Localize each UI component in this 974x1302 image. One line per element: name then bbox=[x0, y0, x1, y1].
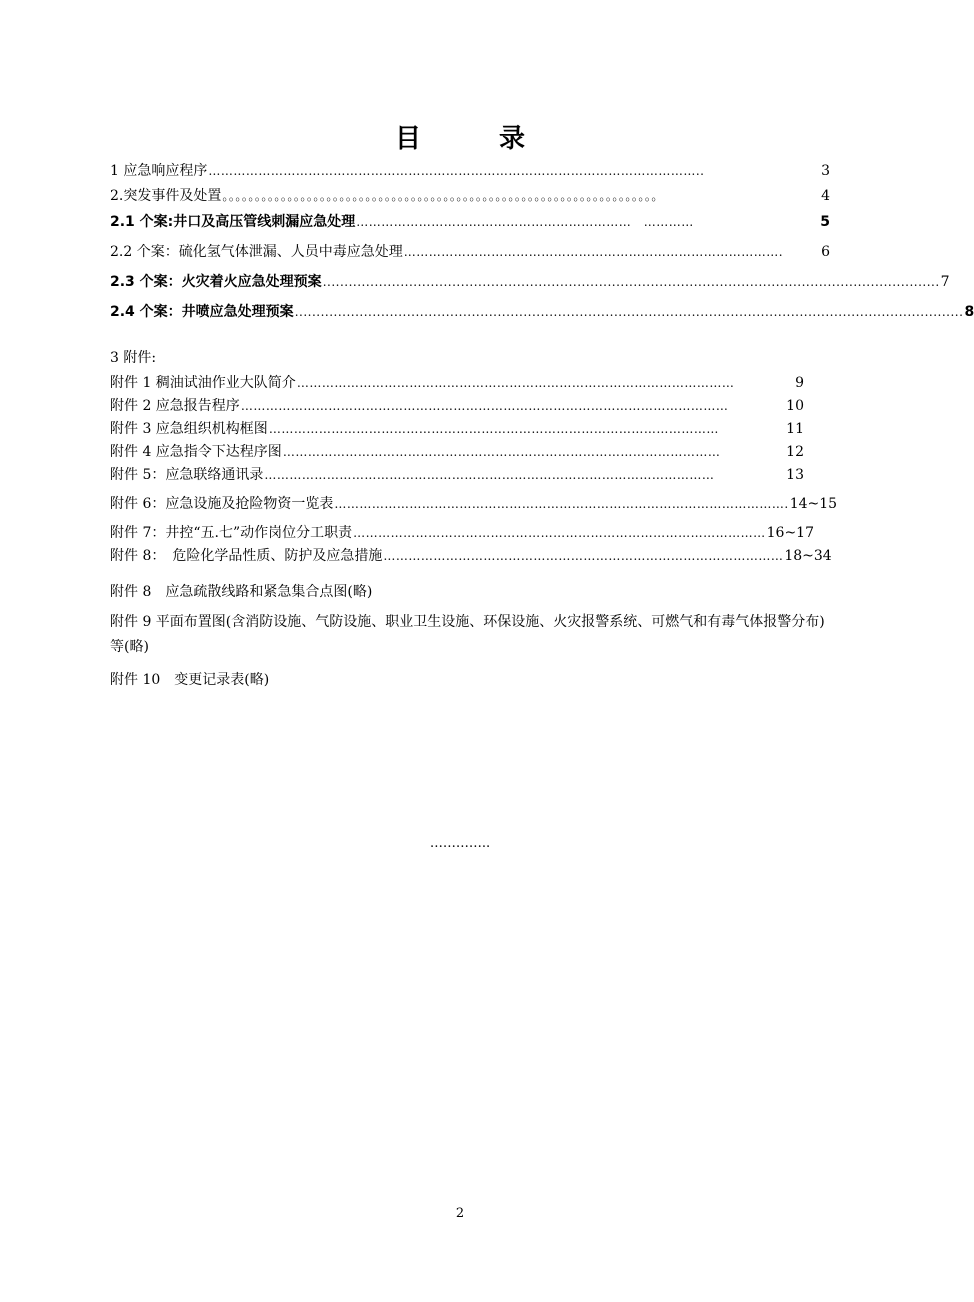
toc-entry-leader: …………………………………………………………………………………………… bbox=[296, 376, 735, 390]
toc-entry-leader: ……………………………………………………………………………………………………… bbox=[240, 399, 729, 413]
toc-entry-label: 2.突发事件及处置 bbox=[110, 188, 222, 204]
toc-entry[interactable] bbox=[110, 443, 804, 461]
toc-entry-page: 11 bbox=[786, 421, 804, 437]
toc-entry-leader: ……………………………………………………………………………………………………….. bbox=[208, 164, 705, 178]
toc-entry[interactable] bbox=[110, 243, 830, 261]
toc-entry-page: 3 bbox=[821, 163, 830, 179]
toc-entry-leader: ………………………………………………………… ………… bbox=[356, 215, 694, 229]
toc-entry[interactable] bbox=[110, 397, 804, 415]
toc-entry-label: 附件 2 应急报告程序 bbox=[110, 398, 240, 414]
toc-entry-leader: ……………………………………………………………………………………… bbox=[353, 526, 766, 540]
toc-entry[interactable] bbox=[110, 162, 830, 180]
toc-entry-leader: ........................................................................................................................................................... bbox=[294, 305, 964, 319]
toc-entry-leader: ............................................................................................................................................... bbox=[322, 275, 940, 289]
toc-main bbox=[110, 162, 974, 321]
toc-entry[interactable] bbox=[110, 187, 830, 205]
toc-entry-page: 14~15 bbox=[789, 496, 838, 512]
toc-entry[interactable] bbox=[110, 273, 950, 291]
toc-entry-leader: ……………………………………………………………………………………………… bbox=[268, 422, 719, 436]
toc-entry-leader: ……………………………………………………………………………………………… bbox=[264, 468, 715, 482]
toc-entry-leader: …………………………………………………………………………………… bbox=[383, 549, 784, 563]
page-number: 2 bbox=[455, 1206, 465, 1221]
toc-entry-page: 18~34 bbox=[784, 548, 832, 564]
appendix-line: 附件 9 平面布置图(含消防设施、气防设施、职业卫生设施、环保设施、火灾报警系统、可燃气和有毒气体报警分布)等(略) bbox=[110, 614, 825, 655]
toc-entry-label: 2.1 个案:井口及高压管线刺漏应急处理 bbox=[110, 214, 356, 230]
toc-entry-leader: ………………………………………………………………………………. bbox=[403, 245, 784, 259]
toc-entry-page: 7 bbox=[940, 274, 950, 290]
toc-entry-page: 5 bbox=[820, 214, 830, 230]
toc-entry-label: 1 应急响应程序 bbox=[110, 163, 208, 179]
toc-entry[interactable] bbox=[110, 495, 838, 513]
toc-entry-page: 12 bbox=[786, 444, 804, 460]
toc-entry-label: 附件 1 稠油试油作业大队简介 bbox=[110, 375, 296, 391]
toc-entry-page: 4 bbox=[821, 188, 830, 204]
toc-entry-leader: 。。。。。。。。。。。。。。。。。。。。。。。。。。。。。。。。。。。。。。。。。。。。。。。。。。。。。。。。。。。。。。。。。。。 bbox=[222, 189, 664, 203]
toc-entry-label: 附件 3 应急组织机构框图 bbox=[110, 421, 268, 437]
toc-entry-page: 16~17 bbox=[766, 525, 814, 541]
toc-entry-label: 2.3 个案：火灾着火应急处理预案 bbox=[110, 274, 322, 290]
toc-entry-leader: …………………………………………………………………………………………… bbox=[282, 445, 721, 459]
toc-entry-page: 6 bbox=[821, 244, 830, 260]
toc-entry[interactable] bbox=[110, 466, 804, 484]
continuation-ellipsis: ………….. bbox=[429, 836, 491, 851]
toc-entry[interactable] bbox=[110, 420, 804, 438]
toc-entry-label: 2.2 个案：硫化氢气体泄漏、人员中毒应急处理 bbox=[110, 244, 403, 260]
page-title: 目 录 bbox=[394, 124, 551, 154]
toc-entry-label: 附件 8： 危险化学品性质、防护及应急措施 bbox=[110, 548, 383, 564]
toc-entry-label: 附件 4 应急指令下达程序图 bbox=[110, 444, 282, 460]
toc-entry-page: 9 bbox=[795, 375, 804, 391]
toc-entry-label: 2.4 个案：井喷应急处理预案 bbox=[110, 304, 294, 320]
toc-entry-page: 10 bbox=[786, 398, 804, 414]
toc-entry[interactable] bbox=[110, 303, 974, 321]
toc-entry[interactable] bbox=[110, 374, 804, 392]
toc-entry-label: 附件 6：应急设施及抢险物资一览表 bbox=[110, 496, 334, 512]
toc-entry-page: 13 bbox=[786, 467, 804, 483]
toc-entry-label: 附件 7：井控“五.七”动作岗位分工职责 bbox=[110, 525, 353, 541]
toc-entry-leader: ………………………………………………………………………………………………. bbox=[334, 497, 789, 511]
appendix-heading: 3 附件: bbox=[110, 350, 157, 366]
toc-entry[interactable] bbox=[110, 213, 830, 231]
toc-entry[interactable] bbox=[110, 524, 814, 542]
toc-entry-page: 8 bbox=[964, 304, 974, 320]
toc-entry[interactable] bbox=[110, 547, 832, 565]
appendix-line: 附件 10 变更记录表(略) bbox=[110, 672, 270, 688]
toc-entry-label: 附件 5：应急联络通讯录 bbox=[110, 467, 264, 483]
toc-appendix bbox=[110, 374, 838, 565]
appendix-line: 附件 8 应急疏散线路和紧急集合点图(略) bbox=[110, 584, 373, 600]
